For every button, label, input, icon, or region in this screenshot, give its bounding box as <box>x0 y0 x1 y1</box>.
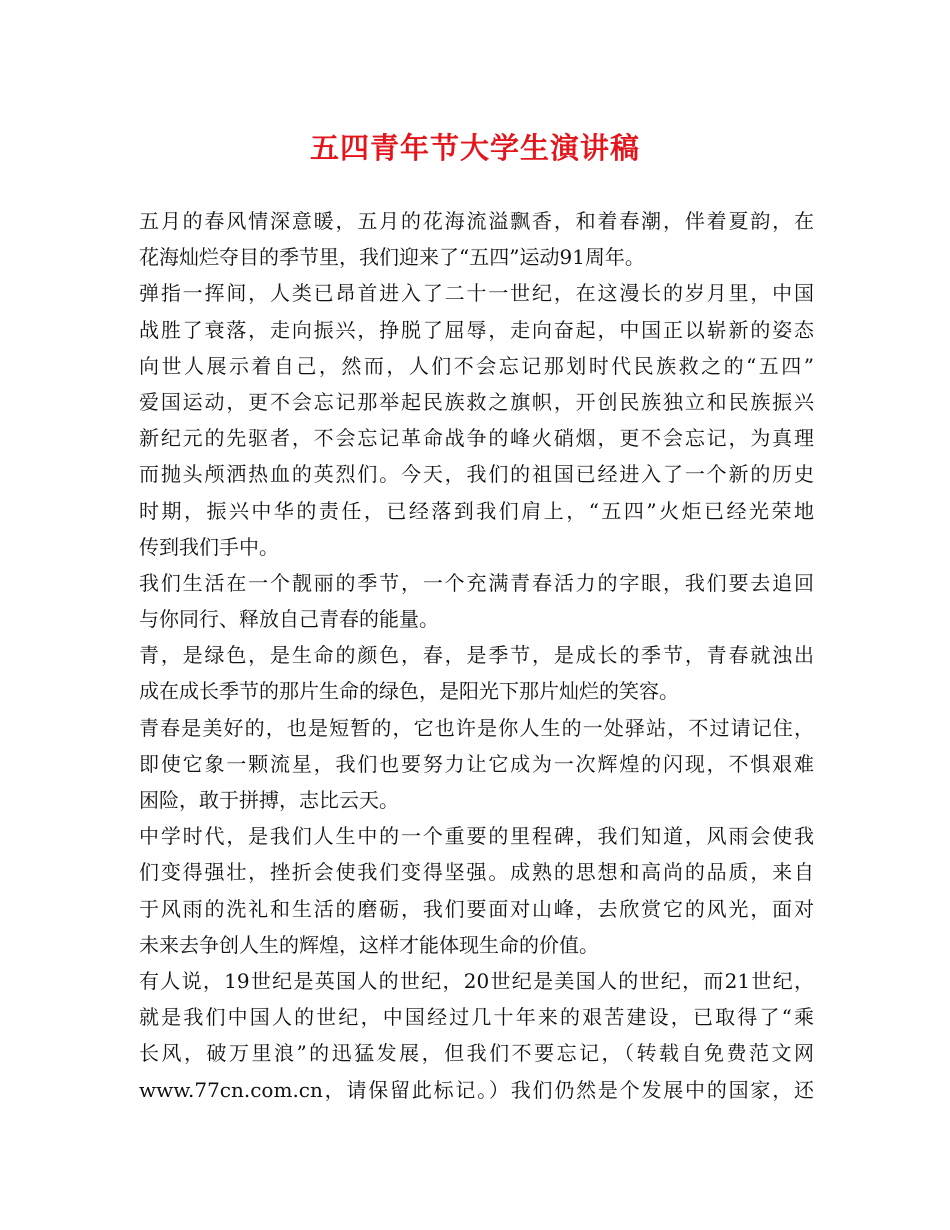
text-line: 战胜了衰落，走向振兴，挣脱了屈辱，走向奋起，中国正以崭新的姿态 <box>139 317 814 342</box>
document-body <box>139 203 814 1108</box>
text-line: 困险，敢于拼搏，志比云天。 <box>139 788 399 812</box>
text-line: 成在成长季节的那片生命的绿色，是阳光下那片灿烂的笑容。 <box>139 679 679 704</box>
text-line: 花海灿烂夺目的季节里，我们迎来了“五四”运动91周年。 <box>139 245 645 270</box>
text-line: 爱国运动，更不会忘记那举起民族救之旗帜，开创民族独立和民族振兴 <box>139 389 814 414</box>
text-line: 青春是美好的，也是短暂的，它也许是你人生的一处驿站，不过请记住， <box>139 715 814 740</box>
text-line: 向世人展示着自己，然而，人们不会忘记那划时代民族救之的“五四” <box>139 353 814 378</box>
text-line: 们变得强壮，挫折会使我们变得坚强。成熟的思想和高尚的品质，来自 <box>139 860 814 885</box>
text-line: 即使它象一颗流星，我们也要努力让它成为一次辉煌的闪现，不惧艰难 <box>139 751 814 776</box>
text-line: 就是我们中国人的世纪，中国经过几十年来的艰苦建设，已取得了“乘 <box>139 1005 814 1030</box>
text-line: 五月的春风情深意暖，五月的花海流溢飘香，和着春潮，伴着夏韵，在 <box>139 209 814 233</box>
text-line: 未来去争创人生的辉煌，这样才能体现生命的价值。 <box>139 932 599 957</box>
text-line: 于风雨的洗礼和生活的磨砺，我们要面对山峰，去欣赏它的风光，面对 <box>139 896 814 921</box>
text-line: 而抛头颅洒热血的英烈们。今天，我们的祖国已经进入了一个新的历史 <box>139 462 814 487</box>
text-line: www.77cn.com.cn，请保留此标记。）我们仍然是个发展中的国家，还 <box>139 1077 814 1102</box>
text-line: 新纪元的先驱者，不会忘记革命战争的峰火硝烟，更不会忘记，为真理 <box>139 426 814 451</box>
text-line: 有人说，19世纪是英国人的世纪，20世纪是美国人的世纪，而21世纪， <box>139 968 814 993</box>
text-line: 我们生活在一个靓丽的季节，一个充满青春活力的字眼，我们要去追回 <box>139 570 814 595</box>
text-line: 弹指一挥间，人类已昂首进入了二十一世纪，在这漫长的岁月里，中国 <box>139 281 814 306</box>
document-title: 五四青年节大学生演讲稿 <box>309 131 640 165</box>
text-line: 青，是绿色，是生命的颜色，春，是季节，是成长的季节，青春就浊出 <box>139 643 814 668</box>
text-line: 传到我们手中。 <box>139 534 279 559</box>
text-line: 与你同行、释放自己青春的能量。 <box>139 607 439 632</box>
text-line: 长风，破万里浪”的迅猛发展，但我们不要忘记，（转载自免费范文网 <box>139 1041 814 1066</box>
text-line: 时期，振兴中华的责任，已经落到我们肩上，“五四”火炬已经光荣地 <box>139 498 814 523</box>
text-line: 中学时代，是我们人生中的一个重要的里程碑，我们知道，风雨会使我 <box>139 824 814 849</box>
